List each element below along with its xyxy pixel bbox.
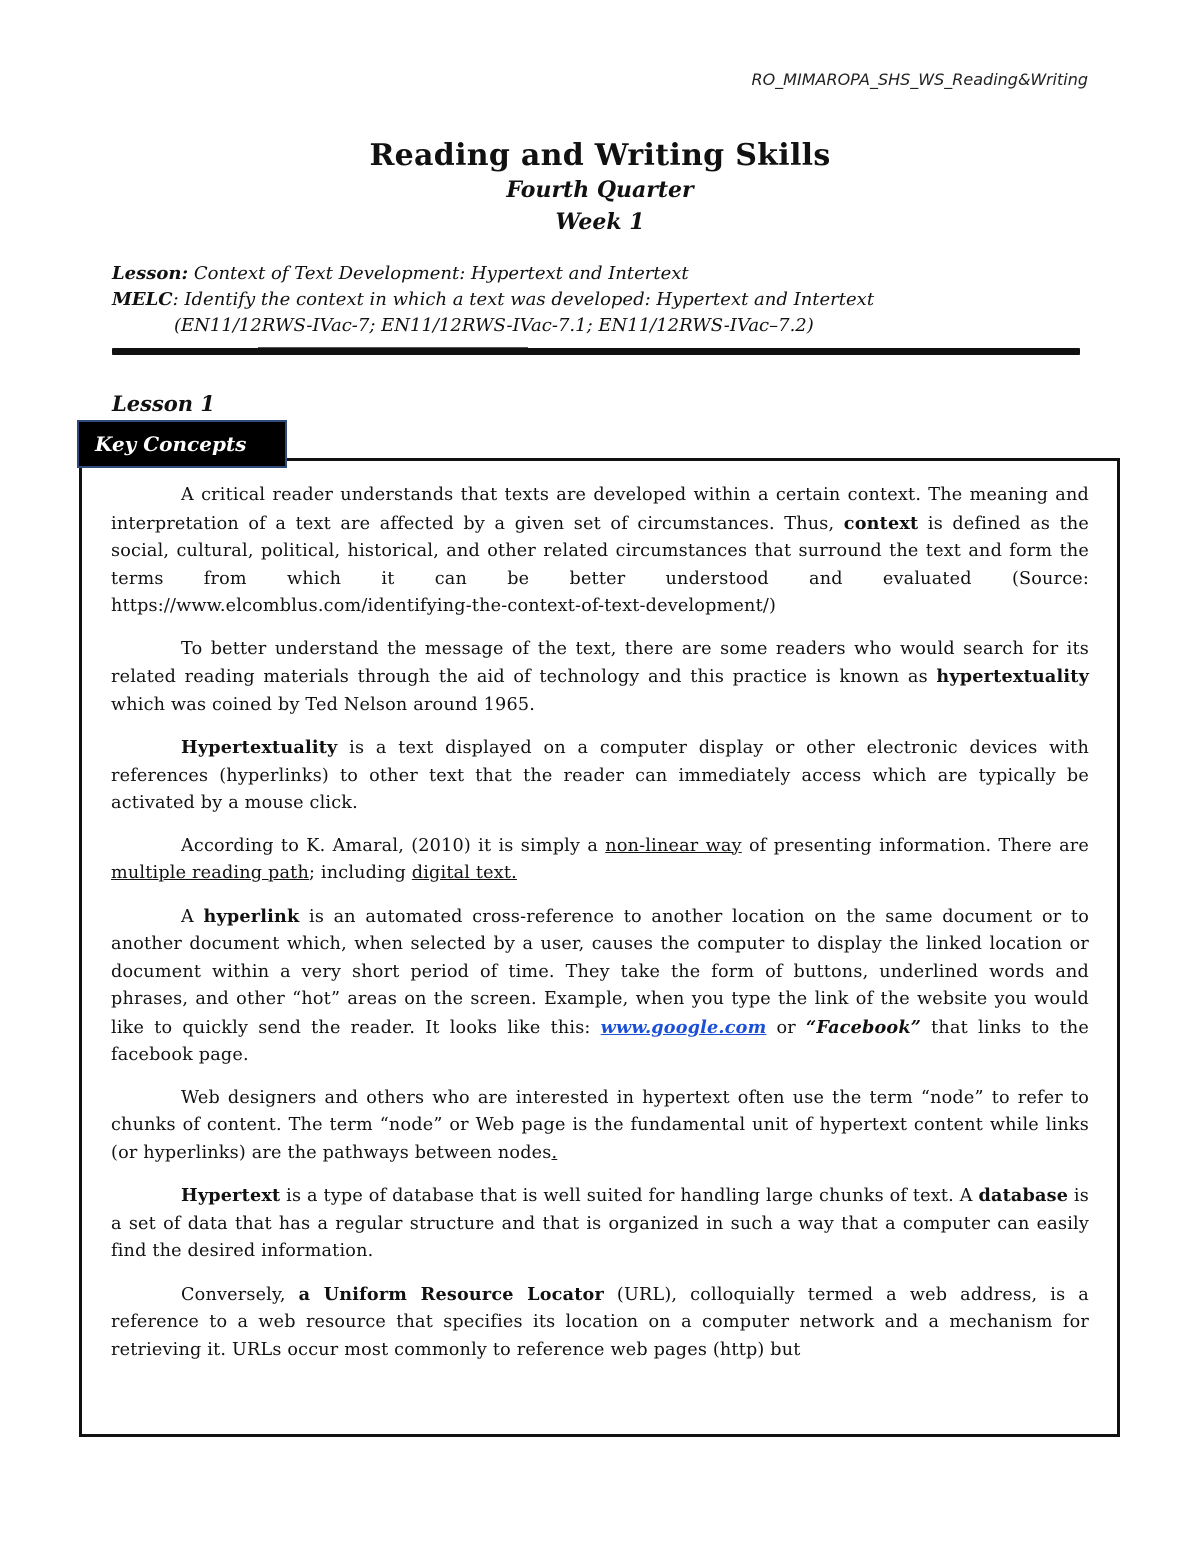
key-concepts-heading: Key Concepts xyxy=(77,420,287,468)
underlined-phrase: digital text. xyxy=(411,863,517,883)
text-run: To better understand the message of the text, there are some readers who would search for its related reading materials through the aid of technology and this practice is known as xyxy=(111,638,1089,687)
term-hyperlink: hyperlink xyxy=(203,905,300,927)
text-run: that links to the facebook page. xyxy=(111,1017,1089,1065)
text-run: A critical reader understands that texts are developed within a certain context. The meaning and interpretation of a text are affected by a given set of circumstances. Thus, xyxy=(111,485,1089,534)
paragraph-hypertext-database xyxy=(111,1182,1089,1266)
key-concepts-body xyxy=(111,482,1089,1379)
text-run: is defined as the social, cultural, political, historical, and other related circumstances that surround the text and form the terms from which it can be better understood and evaluated (Source: https://www.elcomblus.com/identifying-the-context-of-text-development/) xyxy=(111,513,1089,616)
melc-text: : Identify the context in which a text was developed: Hypertext and Intertext xyxy=(172,289,875,310)
text-run: is an automated cross-reference to another location on the same document or to another document which, when selected by a user, causes the computer to display the linked location or document within a very short period of time. They take the form of buttons, underlined words and phrases, and other “hot” areas on the screen. Example, when you type the link of the website you would like to quickly send the reader. It looks like this: xyxy=(111,906,1089,1038)
paragraph-context xyxy=(111,482,1089,621)
text-run: A xyxy=(181,906,204,927)
paragraph-hyperlink xyxy=(111,903,1089,1070)
text-run: is a type of database that is well suited for handling large chunks of text. A xyxy=(280,1186,979,1206)
underlined-period: . xyxy=(551,1142,558,1163)
text-run: of presenting information. There are xyxy=(741,835,1089,856)
text-run: (URL), colloquially termed a web address, is a reference to a web resource that specifies its location on a computer network and a mechanism for retrieving it. URLs occur most commonly to reference web pages (http) but xyxy=(111,1284,1089,1360)
paragraph-url xyxy=(111,1281,1089,1365)
text-run: is a text displayed on a computer display or other electronic devices with references (hyperlinks) to other text that the reader can immediately access which are typically be activated by a mouse click. xyxy=(111,738,1089,813)
paragraph-node xyxy=(111,1085,1089,1168)
melc-label: MELC xyxy=(112,289,173,310)
text-run: which was coined by Ted Nelson around 1965. xyxy=(111,694,536,715)
document-title: Reading and Writing Skills xyxy=(369,138,831,173)
term-hypertextuality: hypertextuality xyxy=(936,666,1089,687)
lesson-line-label: Lesson: xyxy=(112,263,189,284)
quarter-subtitle: Fourth Quarter xyxy=(506,177,694,203)
term-hypertext: Hypertext xyxy=(181,1185,281,1206)
document-header-ref: RO_MIMAROPA_SHS_WS_Reading&Writing xyxy=(751,70,1088,89)
lesson-line-text: Context of Text Development: Hypertext and Intertext xyxy=(188,263,689,284)
text-run: ; including xyxy=(308,863,412,883)
text-run: Web designers and others who are interested in hypertext often use the term “node” to refer to chunks of content. The term “node” or Web page is the fundamental unit of hypertext content while links (or hyperlinks) are the pathways between nodes xyxy=(111,1087,1089,1163)
facebook-example: “Facebook” xyxy=(806,1016,922,1038)
divider-thick xyxy=(112,348,1080,355)
lesson-number: Lesson 1 xyxy=(112,391,215,416)
google-link[interactable]: www.google.com xyxy=(600,1016,767,1038)
week-subtitle: Week 1 xyxy=(555,209,645,235)
melc-line xyxy=(112,287,1092,313)
text-run: Conversely, xyxy=(181,1284,299,1305)
text-run: is a set of data that has a regular structure and that is organized in such a way that a computer can easily find the desired information. xyxy=(111,1186,1089,1261)
term-url: a Uniform Resource Locator xyxy=(298,1283,604,1305)
term-hypertextuality: Hypertextuality xyxy=(181,737,338,758)
term-database: database xyxy=(978,1185,1069,1206)
paragraph-amaral xyxy=(111,833,1089,888)
underlined-phrase: non-linear way xyxy=(605,835,742,856)
melc-codes-text: (EN11/12RWS-IVac-7; EN11/12RWS-IVac-7.1; EN11/12RWS-IVac–7.2) xyxy=(174,315,814,336)
term-context: context xyxy=(843,512,919,534)
paragraph-hypertextuality-definition xyxy=(111,734,1089,818)
text-run: or xyxy=(766,1017,807,1038)
underlined-phrase: multiple reading path xyxy=(111,863,309,883)
melc-codes xyxy=(112,313,1092,339)
lesson-line xyxy=(112,261,1092,287)
text-run: According to K. Amaral, (2010) it is simply a xyxy=(181,835,606,856)
paragraph-hypertextuality-intro xyxy=(111,636,1089,720)
